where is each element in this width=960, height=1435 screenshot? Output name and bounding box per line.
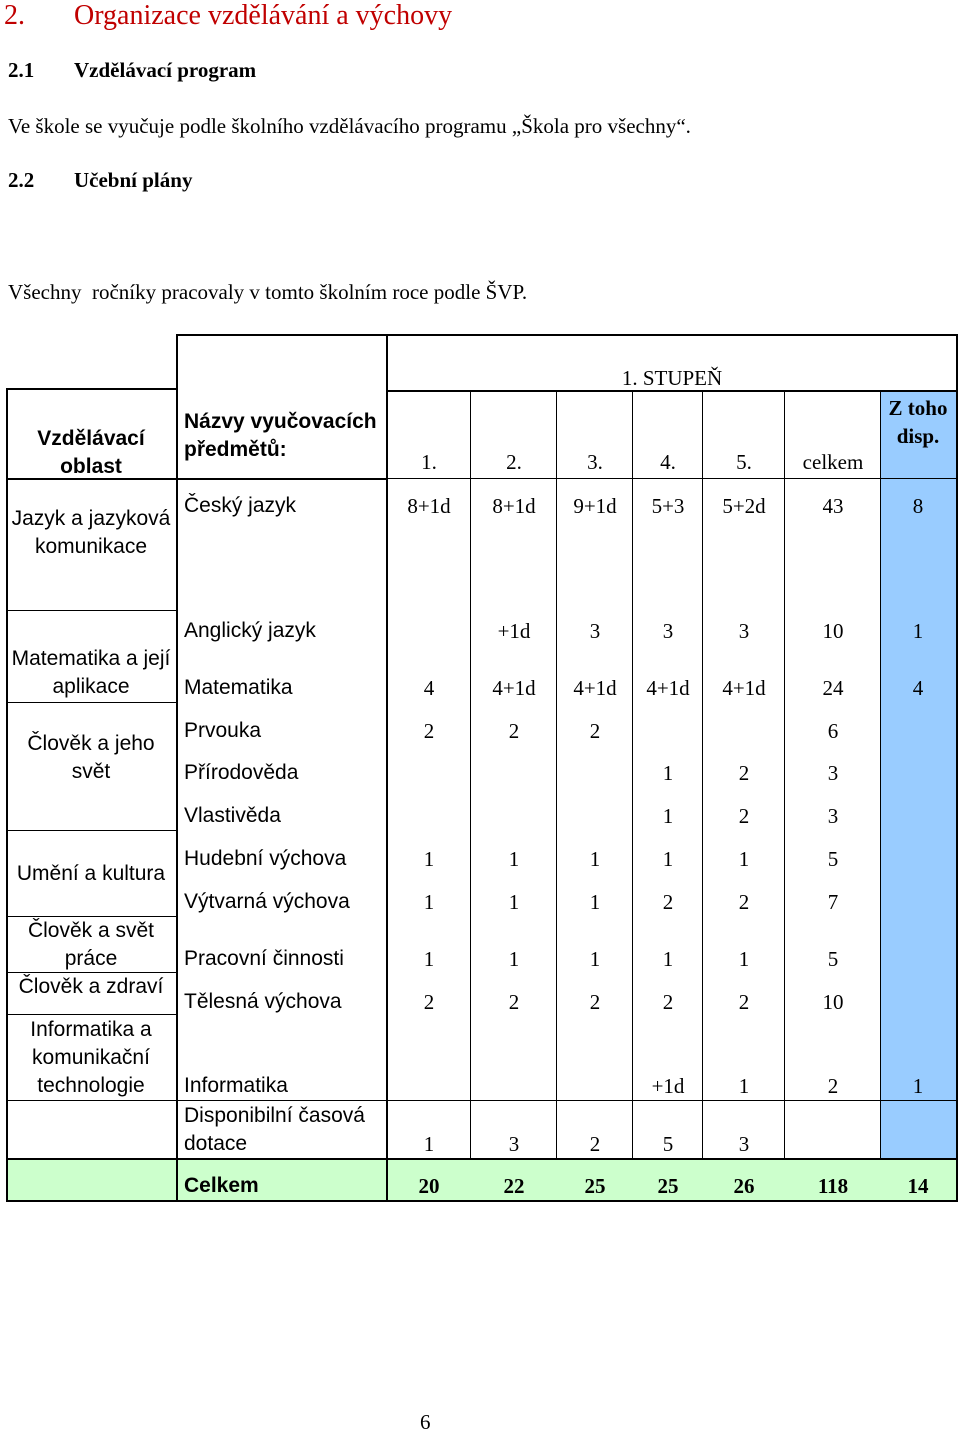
section-paragraph: Ve škole se vyučuje podle školního vzdělávacího programu „Škola pro všechny“. [8,114,691,138]
disp-cell: 1 [912,1074,924,1098]
grade-cell: 3 [508,1132,520,1156]
total-cell: 24 [822,676,844,700]
grade-cell: 1 [423,890,435,914]
grade-cell: 1 [662,947,674,971]
grade-cell: +1d [497,619,531,643]
grade-cell: 8+1d [407,494,451,518]
grade-cell: 4+1d [722,676,766,700]
grade-cell: 3 [589,619,601,643]
subject-name: Disponibilní časová dotace [184,1104,365,1155]
grade-cell: 1 [662,761,674,785]
grade-cell: 8+1d [492,494,536,518]
header-disp: Z toho disp. [888,396,948,448]
grade-cell: 2 [508,719,520,743]
header-total: celkem [802,450,864,474]
total-cell: 10 [822,619,844,643]
grade-cell: 1 [589,947,601,971]
grade-cell: 2 [738,890,750,914]
grade-cell: 1 [738,847,750,871]
grade-cell: 4+1d [573,676,617,700]
footer-grade-4: 25 [657,1174,679,1198]
subject-name: Anglický jazyk [184,619,316,642]
footer-disp: 14 [907,1174,929,1198]
grade-cell: 4+1d [492,676,536,700]
footer-grade-1: 20 [418,1174,440,1198]
area-art: Umění a kultura [16,862,166,885]
grade-cell: 1 [423,1132,435,1156]
grade-cell: 2 [589,990,601,1014]
header-subjects: Názvy vyučovacích předmětů: [184,410,377,461]
header-grade-4: 4. [660,450,676,474]
disp-cell: 4 [912,676,924,700]
grade-cell: 3 [662,619,674,643]
footer-grade-2: 22 [503,1174,525,1198]
grade-cell: 1 [662,847,674,871]
total-cell: 43 [822,494,844,518]
subject-name: Vlastivěda [184,804,281,827]
total-cell: 2 [827,1074,839,1098]
subject-name: Matematika [184,676,293,699]
subject-name: Hudební výchova [184,847,347,870]
section-paragraph: Všechny ročníky pracovaly v tomto školním roce podle ŠVP. [8,280,528,304]
grade-cell: 3 [738,1132,750,1156]
grade-cell: 1 [508,890,520,914]
grade-cell: 1 [589,890,601,914]
footer-grade-5: 26 [733,1174,755,1198]
grade-cell: 1 [508,847,520,871]
grade-cell: 3 [738,619,750,643]
grade-cell: 2 [423,719,435,743]
grade-cell: 4+1d [646,676,690,700]
section-title: Vzdělávací program [74,58,257,82]
area-work: Člověk a svět práce [27,919,155,970]
subject-name: Informatika [184,1074,288,1097]
grade-cell: 2 [589,1132,601,1156]
grade-cell: 5 [662,1132,674,1156]
subject-name: Prvouka [184,719,262,742]
total-cell: 7 [827,890,839,914]
section-number: 2.1 [8,58,35,82]
footer-label: Celkem [184,1174,259,1197]
total-cell: 6 [827,719,839,743]
grade-cell: 4 [423,676,435,700]
total-cell: 5 [827,947,839,971]
footer-grade-3: 25 [584,1174,606,1198]
page-number: 6 [420,1410,431,1434]
chapter-number: 2. [4,0,25,31]
grade-cell: 1 [423,847,435,871]
area-human-world: Člověk a jeho svět [27,732,155,783]
grade-cell: 2 [508,990,520,1014]
grade-cell: 9+1d [573,494,617,518]
section-title: Učební plány [74,168,193,192]
area-language: Jazyk a jazyková komunikace [11,507,171,558]
grade-cell: 1 [423,947,435,971]
grade-cell: 5+2d [722,494,766,518]
grade-cell: 5+3 [651,494,685,518]
total-cell: 10 [822,990,844,1014]
area-health: Člověk a zdraví [18,975,164,998]
total-cell: 5 [827,847,839,871]
header-area: Vzdělávací oblast [37,427,145,478]
grade-cell: 2 [738,804,750,828]
section-number: 2.2 [8,168,35,192]
header-stage: 1. STUPEŇ [621,366,723,390]
grade-cell: 2 [738,990,750,1014]
total-cell: 3 [827,761,839,785]
header-grade-2: 2. [506,450,522,474]
grade-cell: 1 [738,1074,750,1098]
footer-total: 118 [817,1174,849,1198]
grade-cell: 1 [738,947,750,971]
grade-cell: 2 [662,890,674,914]
header-grade-5: 5. [736,450,752,474]
grade-cell: 2 [423,990,435,1014]
grade-cell: 2 [589,719,601,743]
disp-cell: 8 [912,494,924,518]
header-grade-3: 3. [587,450,603,474]
subject-name: Tělesná výchova [184,990,342,1013]
subject-name: Český jazyk [184,494,297,517]
grade-cell: 1 [662,804,674,828]
grade-cell: 1 [508,947,520,971]
grade-cell: +1d [651,1074,685,1098]
area-it: Informatika a komunikační technologie [30,1018,152,1097]
disp-cell: 1 [912,619,924,643]
grade-cell: 1 [589,847,601,871]
subject-name: Pracovní činnosti [184,947,344,970]
subject-name: Přírodověda [184,761,299,784]
header-grade-1: 1. [421,450,437,474]
total-cell: 3 [827,804,839,828]
chapter-title: Organizace vzdělávání a výchovy [74,0,453,31]
grade-cell: 2 [662,990,674,1014]
grade-cell: 2 [738,761,750,785]
area-math: Matematika a její aplikace [11,647,171,698]
subject-name: Výtvarná výchova [184,890,350,913]
